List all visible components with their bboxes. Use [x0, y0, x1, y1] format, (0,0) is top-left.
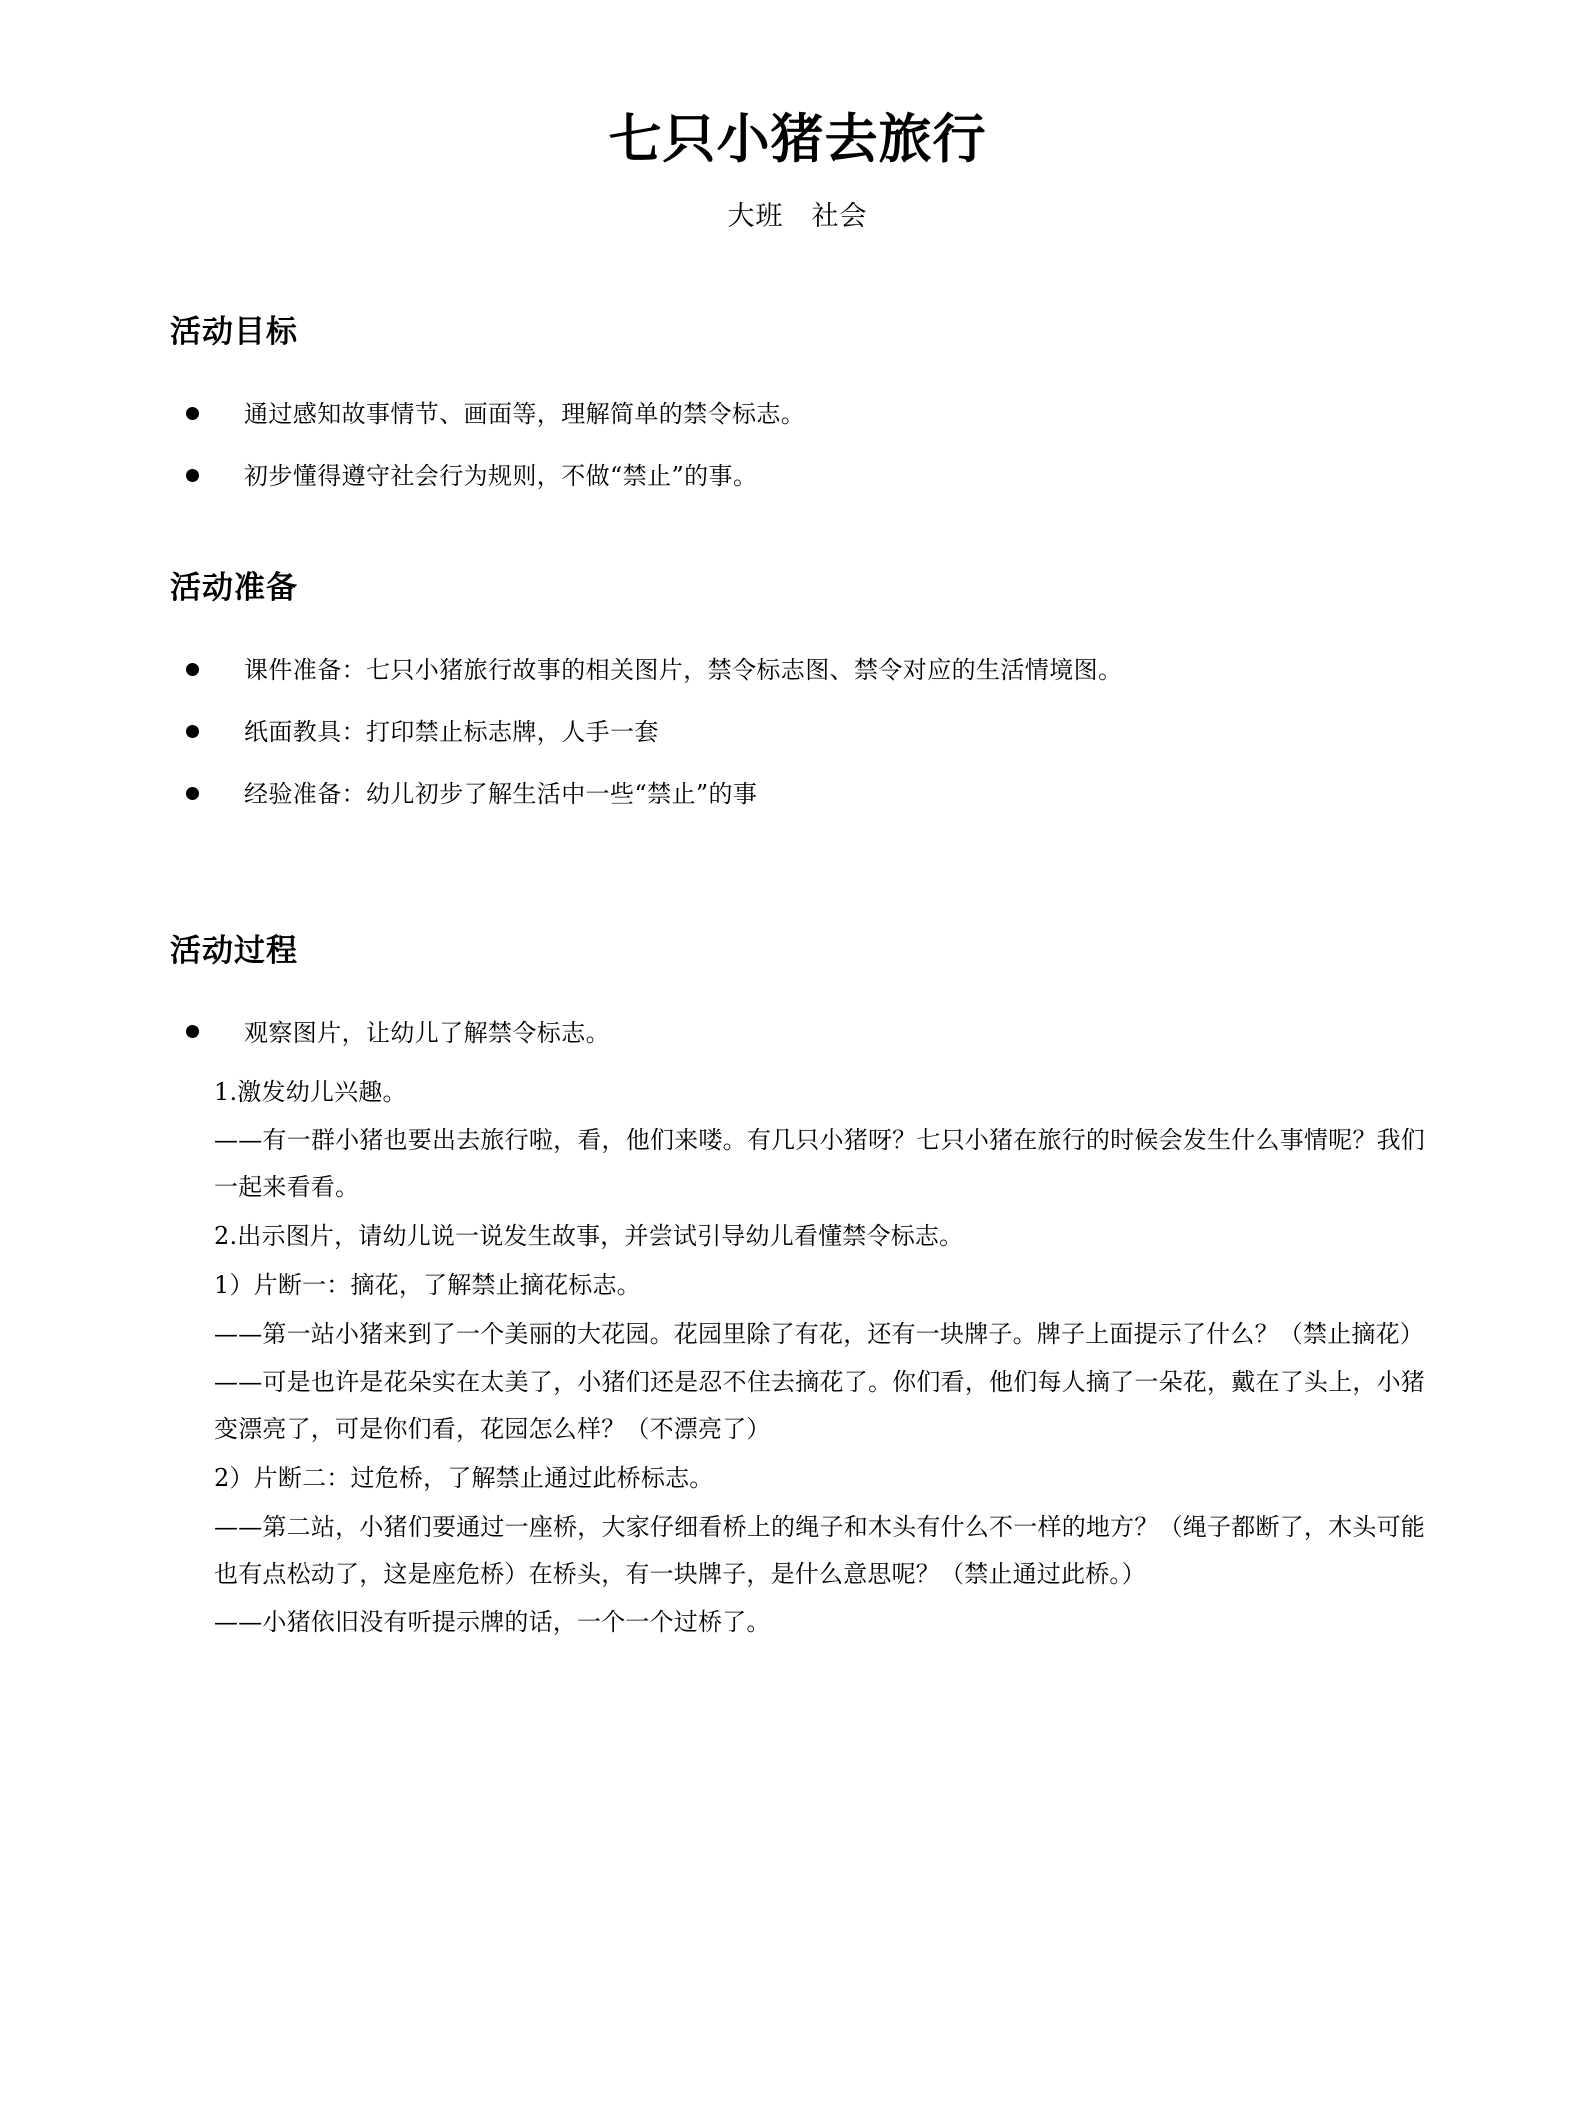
section-heading-process: 活动过程: [170, 932, 298, 969]
process-paragraph: ——小猪依旧没有听提示牌的话，一个一个过桥了。: [214, 1608, 771, 1637]
list-item-text: 初步懂得遵守社会行为规则，不做“禁止”的事。: [244, 462, 758, 491]
process-paragraph: ——第二站，小猪们要通过一座桥，大家仔细看桥上的绳子和木头有什么不一样的地方？（绳子都断了，木头可能也有点松动了，这是座危桥）在桥头，有一块牌子，是什么意思呢？（禁止通过此桥。）: [214, 1512, 1425, 1588]
goal-bullet-list: [170, 396, 1425, 494]
section-heading-prep: 活动准备: [170, 570, 298, 607]
process-paragraph: ——可是也许是花朵实在太美了，小猪们还是忍不住去摘花了。你们看，他们每人摘了一朵花，戴在了头上，小猪变漂亮了，可是你们看，花园怎么样？（不漂亮了）: [214, 1368, 1425, 1444]
list-item: [170, 1015, 1425, 1051]
bullet-dot-icon: [186, 1025, 199, 1038]
list-item: [170, 714, 1425, 750]
process-paragraph: 1）片断一：摘花，了解禁止摘花标志。: [214, 1270, 641, 1299]
process-paragraph: 2.出示图片，请幼儿说一说发生故事，并尝试引导幼儿看懂禁令标志。: [214, 1222, 964, 1251]
page-content: [170, 0, 1425, 1646]
page-title: 七只小猪去旅行: [608, 108, 987, 170]
process-paragraph: 2）片断二：过危桥，了解禁止通过此桥标志。: [214, 1464, 714, 1493]
list-item: [170, 458, 1425, 494]
section-heading-goal: 活动目标: [170, 314, 298, 351]
prep-bullet-list: [170, 652, 1425, 812]
process-paragraph: 1.激发幼儿兴趣。: [214, 1077, 407, 1106]
bullet-dot-icon: [186, 407, 199, 420]
bullet-dot-icon: [186, 663, 199, 676]
list-item: [170, 652, 1425, 688]
list-item-text: 观察图片，让幼儿了解禁令标志。: [244, 1018, 610, 1047]
page-subtitle: 大班 社会: [727, 200, 868, 232]
process-paragraph: ——第一站小猪来到了一个美丽的大花园。花园里除了有花，还有一块牌子。牌子上面提示了什么？（禁止摘花）: [214, 1319, 1424, 1348]
list-item-text: 经验准备：幼儿初步了解生活中一些“禁止”的事: [244, 779, 758, 808]
list-item-text: 课件准备：七只小猪旅行故事的相关图片，禁令标志图、禁令对应的生活情境图。: [244, 655, 1123, 684]
list-item-text: 通过感知故事情节、画面等，理解简单的禁令标志。: [244, 400, 806, 429]
list-item: [170, 776, 1425, 812]
list-item: [170, 396, 1425, 432]
process-bullet-list: [170, 1015, 1425, 1051]
bullet-dot-icon: [186, 725, 199, 738]
process-paragraph: ——有一群小猪也要出去旅行啦，看，他们来喽。有几只小猪呀？七只小猪在旅行的时候会发生什么事情呢？我们一起来看看。: [214, 1126, 1425, 1202]
list-item-text: 纸面教具：打印禁止标志牌，人手一套: [244, 717, 659, 746]
bullet-dot-icon: [186, 787, 199, 800]
bullet-dot-icon: [186, 469, 199, 482]
